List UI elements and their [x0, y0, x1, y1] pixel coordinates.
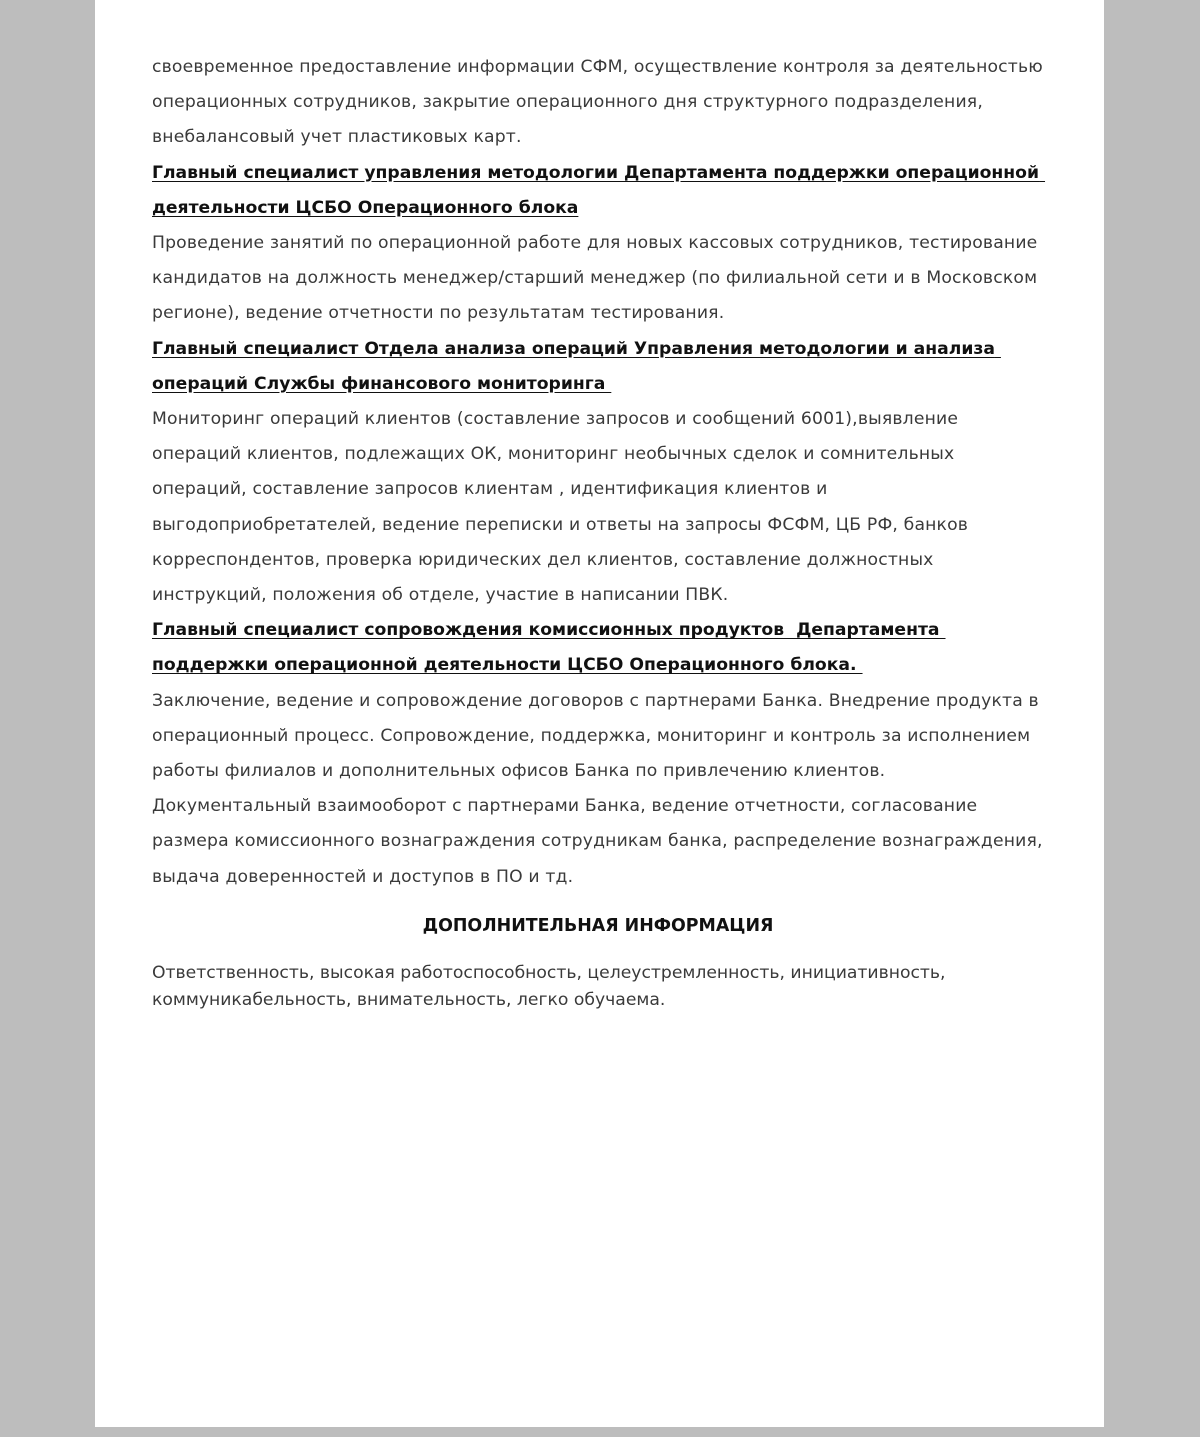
document-page: [95, 0, 1104, 1427]
paragraph-personal-qualities: Ответственность, высокая работоспособность, целеустремленность, инициативность, коммуникабельность, внимательность, легко обучаема.: [152, 963, 951, 1010]
job-title-heading-operations-analysis: Главный специалист Отдела анализа операций Управления методологии и анализа операций Службы финансового мониторинга: [152, 338, 1001, 394]
paragraph-duties-summary: своевременное предоставление информации СФМ, осуществление контроля за деятельностью операционных сотрудников, закрытие операционного дня структурного подразделения, внебалансовый учет пластиковых карт.: [152, 57, 1049, 148]
section-heading-additional-information: ДОПОЛНИТЕЛЬНАЯ ИНФОРМАЦИЯ: [422, 915, 774, 936]
paragraph-commission-products-duties: Заключение, ведение и сопровождение договоров с партнерами Банка. Внедрение продукта в операционный процесс. Сопровождение, поддержка, мониторинг и контроль за исполнением работы филиалов и дополнительных офисов Банка по привлечению клиентов. Документальный взаимооборот с партнерами Банка, ведение отчетности, согласование размера комиссионного вознаграждения сотрудникам банка, распределение вознаграждения, выдача доверенностей и доступов в ПО и тд.: [152, 690, 1049, 887]
paragraph-methodology-duties: Проведение занятий по операционной работе для новых кассовых сотрудников, тестирование кандидатов на должность менеджер/старший менеджер (по филиальной сети и в Московском регионе), ведение отчетности по результатам тестирования.: [152, 233, 1044, 324]
paragraph-operations-analysis-duties: Мониторинг операций клиентов (составление запросов и сообщений 6001),выявление операций клиентов, подлежащих ОК, мониторинг необычных сделок и сомнительных операций, составление запросов клиентам , идентификация клиентов и выгодоприобретателей, ведение переписки и ответы на запросы ФСФМ, ЦБ РФ, банков корреспондентов, проверка юридических дел клиентов, составление должностных инструкций, положения об отделе, участие в написании ПВК.: [152, 409, 974, 606]
job-title-heading-methodology: Главный специалист управления методологии Департамента поддержки операционной деятельности ЦСБО Операционного блока: [152, 162, 1046, 218]
document-text-body: [152, 50, 1049, 1013]
job-title-heading-commission-products: Главный специалист сопровождения комиссионных продуктов Департамента поддержки операционной деятельности ЦСБО Операционного блока.: [152, 620, 946, 676]
